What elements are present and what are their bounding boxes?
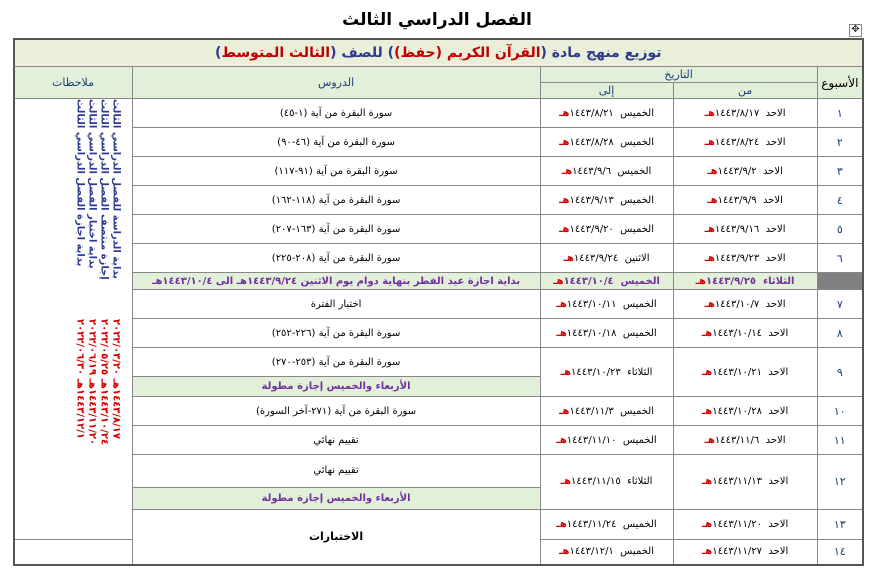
from-date: الاحد ١٤٤٣/١١/٦هـ bbox=[673, 426, 817, 455]
table-row bbox=[14, 290, 863, 319]
table-row bbox=[14, 455, 863, 487]
week-number: ٥ bbox=[817, 215, 863, 244]
note-red-1: ١٤٤٣/٨/١٧هـ ٢٠٢٢/٠٣/٢٠ bbox=[110, 319, 122, 440]
lessons-column-header: الدروس bbox=[132, 67, 540, 99]
table-row bbox=[14, 509, 863, 539]
from-date: الاحد ١٤٤٣/٩/٩هـ bbox=[673, 186, 817, 215]
lesson-cell: سورة البقرة من آية (١-٤٥) bbox=[132, 99, 540, 128]
note-red-2: ١٤٤٣/١٠/٢٤هـ ٢٠٢٢/٠٥/٢٥ bbox=[98, 319, 110, 446]
notes-cell bbox=[14, 99, 132, 540]
to-date: الخميس ١٤٤٣/١٠/٤هـ bbox=[540, 273, 673, 290]
from-date: الاحد ١٤٤٣/١١/٢٠هـ bbox=[673, 509, 817, 539]
table-row bbox=[14, 319, 863, 348]
week-number: ٣ bbox=[817, 157, 863, 186]
notes-empty bbox=[14, 540, 132, 565]
lesson-cell: سورة البقرة من آية (١٦٣-٢٠٧) bbox=[132, 215, 540, 244]
to-column-header: إلى bbox=[540, 83, 673, 99]
to-date: الخميس ١٤٤٣/١٠/١١هـ bbox=[540, 290, 673, 319]
week-number: ١٤ bbox=[817, 540, 863, 565]
note-blue-1: بداية الدراسة للفصل الدراسي الثالث bbox=[110, 99, 122, 280]
lesson-cell: اختبار الفترة bbox=[132, 290, 540, 319]
table-row bbox=[14, 186, 863, 215]
to-date: الثلاثاء ١٤٤٣/١٠/٢٣هـ bbox=[540, 348, 673, 397]
week-number: ٩ bbox=[817, 348, 863, 397]
table-row bbox=[14, 348, 863, 377]
holiday-note: بداية اجازة عيد الفطر بنهاية دوام يوم الاثنين ١٤٤٣/٩/٢٤هـ الى ١٤٤٣/١٠/٤هـ bbox=[132, 273, 540, 290]
table-row bbox=[14, 244, 863, 273]
extended-holiday-note: الأربعاء والخميس إجازة مطولة bbox=[132, 377, 540, 397]
note-blue-3: بداية اختبار الفصل الدراسي الثالث bbox=[86, 99, 98, 269]
table-row bbox=[14, 157, 863, 186]
lesson-cell: سورة البقرة من آية (٢٠٨-٢٢٥) bbox=[132, 244, 540, 273]
from-date: الاحد ١٤٤٣/٩/١٦هـ bbox=[673, 215, 817, 244]
table-header-title: توزيع منهج مادة (القرآن الكريم (حفظ)) للصف (الثالث المتوسط) bbox=[14, 39, 863, 67]
week-number: ٦ bbox=[817, 244, 863, 273]
to-date: الخميس ١٤٤٣/١١/٢٤هـ bbox=[540, 509, 673, 539]
from-date: الاحد ١٤٤٣/٨/١٧هـ bbox=[673, 99, 817, 128]
lesson-cell: تقييم نهائي bbox=[132, 426, 540, 455]
to-date: الاثنين ١٤٤٣/٩/٢٤هـ bbox=[540, 244, 673, 273]
to-date: الخميس ١٤٤٣/١١/٣هـ bbox=[540, 397, 673, 426]
week-number: ١٣ bbox=[817, 509, 863, 539]
extended-holiday-note: الأربعاء والخميس إجازة مطولة bbox=[132, 487, 540, 509]
page-title: الفصل الدراسي الثالث bbox=[342, 10, 532, 30]
week-number: ٤ bbox=[817, 186, 863, 215]
week-number: ١١ bbox=[817, 426, 863, 455]
lesson-cell: سورة البقرة من آية (١١٨-١٦٢) bbox=[132, 186, 540, 215]
week-number-empty bbox=[817, 273, 863, 290]
from-date: الاحد ١٤٤٣/١٠/١٤هـ bbox=[673, 319, 817, 348]
to-date: الخميس ١٤٤٣/١١/١٠هـ bbox=[540, 426, 673, 455]
to-date: الخميس ١٤٤٣/٨/٢٨هـ bbox=[540, 128, 673, 157]
from-date: الاحد ١٤٤٣/٨/٢٤هـ bbox=[673, 128, 817, 157]
from-date: الاحد ١٤٤٣/١١/١٣هـ bbox=[673, 455, 817, 509]
table-row bbox=[14, 426, 863, 455]
from-date: الاحد ١٤٤٣/٩/٢٣هـ bbox=[673, 244, 817, 273]
lesson-cell: تقييم نهائي bbox=[132, 455, 540, 487]
table-row bbox=[14, 99, 863, 128]
from-date: الثلاثاء ١٤٤٣/٩/٢٥هـ bbox=[673, 273, 817, 290]
to-date: الثلاثاء ١٤٤٣/١١/١٥هـ bbox=[540, 455, 673, 509]
note-red-4: ١٤٤٣/١٢/١هـ ٢٠٢٢/٠٦/٣٠ bbox=[74, 319, 86, 440]
lesson-cell: سورة البقرة من آية (٤٦-٩٠) bbox=[132, 128, 540, 157]
to-date: الخميس ١٤٤٣/٨/٢١هـ bbox=[540, 99, 673, 128]
to-date: الخميس ١٤٤٣/٩/٦هـ bbox=[540, 157, 673, 186]
lesson-cell: سورة البقرة من آية (٢٢٦-٢٥٢) bbox=[132, 319, 540, 348]
note-blue-2: إجازة منتصف الفصل الدراسي الثالث bbox=[98, 99, 110, 280]
from-date: الاحد ١٤٤٣/١٠/٢١هـ bbox=[673, 348, 817, 397]
from-date: الاحد ١٤٤٣/١١/٢٧هـ bbox=[673, 540, 817, 565]
week-number: ١٠ bbox=[817, 397, 863, 426]
table-row bbox=[14, 397, 863, 426]
to-date: الخميس ١٤٤٣/١٠/١٨هـ bbox=[540, 319, 673, 348]
from-date: الاحد ١٤٤٣/١٠/٢٨هـ bbox=[673, 397, 817, 426]
holiday-row bbox=[14, 273, 863, 290]
from-date: الاحد ١٤٤٣/١٠/٧هـ bbox=[673, 290, 817, 319]
to-date: الخميس ١٤٤٣/٩/٢٠هـ bbox=[540, 215, 673, 244]
lesson-cell: سورة البقرة من آية (٢٧١-آخر السورة) bbox=[132, 397, 540, 426]
date-column-header: التاريخ bbox=[540, 67, 817, 83]
note-blue-4: بداية اجازة الفصل الدراسي الثالث bbox=[74, 99, 86, 267]
exams-cell: الاختبارات bbox=[132, 509, 540, 564]
note-red-3: ١٤٤٣/١١/٢٠هـ ٢٠٢٢/٠٦/١٩ bbox=[86, 319, 98, 446]
week-number: ٧ bbox=[817, 290, 863, 319]
lesson-cell: سورة البقرة من آية (٢٥٣-٢٧٠) bbox=[132, 348, 540, 377]
week-number: ١٢ bbox=[817, 455, 863, 509]
move-handle-icon[interactable]: ✥ bbox=[849, 24, 862, 37]
week-column-header: الأسبوع bbox=[817, 67, 863, 99]
week-number: ٨ bbox=[817, 319, 863, 348]
notes-column-header: ملاحظات bbox=[14, 67, 132, 99]
table-row bbox=[14, 215, 863, 244]
from-date: الاحد ١٤٤٣/٩/٢هـ bbox=[673, 157, 817, 186]
week-number: ١ bbox=[817, 99, 863, 128]
from-column-header: من bbox=[673, 83, 817, 99]
curriculum-table bbox=[13, 38, 864, 566]
table-row bbox=[14, 128, 863, 157]
lesson-cell: سورة البقرة من آية (٩١-١١٧) bbox=[132, 157, 540, 186]
to-date: الخميس ١٤٤٣/١٢/١هـ bbox=[540, 540, 673, 565]
week-number: ٢ bbox=[817, 128, 863, 157]
to-date: الخميس ١٤٤٣/٩/١٣هـ bbox=[540, 186, 673, 215]
